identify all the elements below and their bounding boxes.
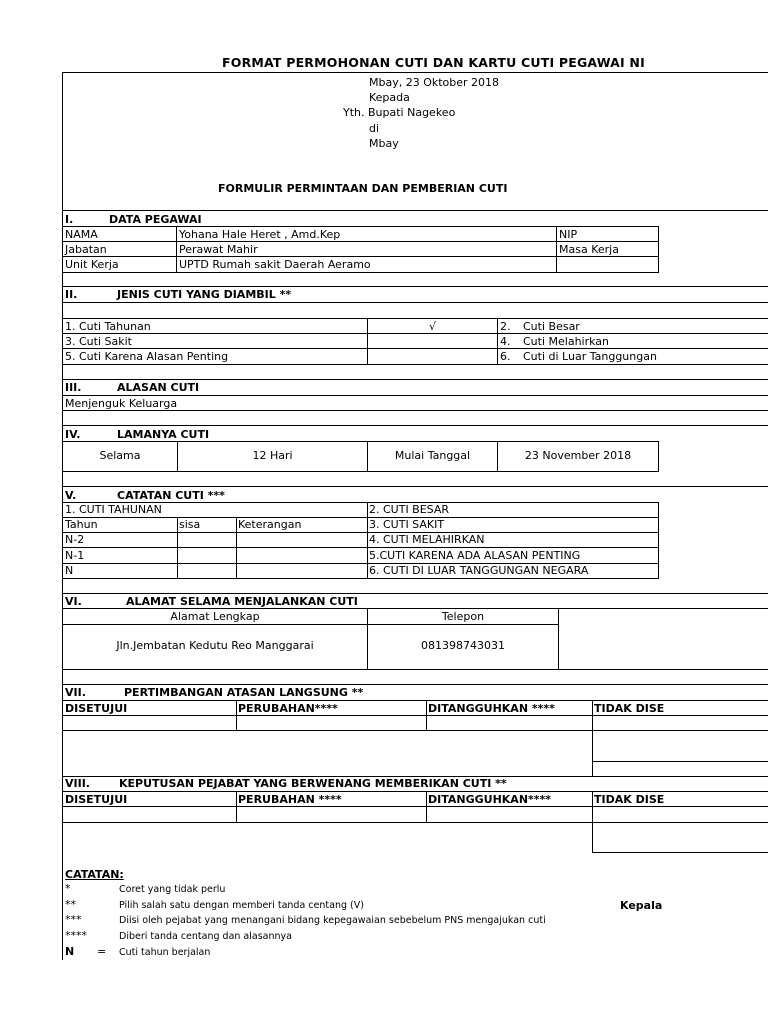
year-n2: N-2	[65, 533, 85, 546]
catatan-cuti-luar-tanggungan: 6. CUTI DI LUAR TANGGUNGAN NEGARA	[369, 564, 589, 577]
note-mark-1: *	[65, 882, 71, 895]
cuti-tahunan-header: 1. CUTI TAHUNAN	[65, 503, 162, 516]
alamat-header: Alamat Lengkap	[170, 610, 260, 623]
place-date: Mbay, 23 Oktober 2018	[369, 76, 500, 89]
sec7-title: PERTIMBANGAN ATASAN LANGSUNG **	[124, 686, 364, 699]
catatan-heading: CATATAN:	[65, 868, 124, 881]
sec2-line-3	[62, 348, 768, 349]
num-6: 6.	[500, 350, 511, 363]
cuti-sakit-option: 3. Cuti Sakit	[65, 335, 132, 348]
alasan-value: Menjenguk Keluarga	[65, 397, 178, 410]
sec8-line-3	[62, 822, 768, 823]
year-n: N	[65, 564, 74, 577]
catatan-cuti-alasan-penting: 5.CUTI KARENA ADA ALASAN PENTING	[369, 549, 581, 562]
nip-label: NIP	[559, 228, 578, 241]
sec4-title: LAMANYA CUTI	[117, 428, 210, 441]
sec3-num: III.	[65, 381, 82, 394]
sec8-vline-c	[592, 791, 593, 852]
sec1-vline-b	[556, 226, 557, 272]
note-text-2: Pilih salah satu dengan memberi tanda centang (V)	[119, 900, 364, 911]
sec5-title: CATATAN CUTI ***	[117, 489, 225, 502]
sec6-top-line	[62, 593, 768, 594]
sec4-num: IV.	[65, 428, 81, 441]
sec7-col-perubahan: PERUBAHAN****	[238, 702, 338, 715]
sec6-num: VI.	[65, 595, 82, 608]
cuti-alasan-penting-option: 5. Cuti Karena Alasan Penting	[65, 350, 229, 363]
col-sisa: sisa	[179, 518, 201, 531]
sec7-col-ditangguhkan: DITANGGUHKAN ****	[428, 702, 555, 715]
check-mark-icon: √	[428, 320, 436, 333]
sec5-vline-c	[367, 502, 368, 578]
sec1-line-4	[62, 272, 659, 273]
col-keterangan: Keterangan	[238, 518, 302, 531]
sec7-vline-b	[426, 700, 427, 730]
catatan-cuti-sakit: 3. CUTI SAKIT	[369, 518, 445, 531]
sec4-top-line	[62, 425, 768, 426]
sec2-vline-b	[497, 318, 498, 364]
col-tahun: Tahun	[65, 518, 98, 531]
unit-kerja-value: UPTD Rumah sakit Daerah Aeramo	[179, 258, 371, 271]
unit-kerja-label: Unit Kerja	[65, 258, 119, 271]
addressee: Yth. Bupati Nagekeo	[343, 106, 456, 119]
cuti-tahunan-option: 1. Cuti Tahunan	[65, 320, 151, 333]
sec2-line-0	[62, 302, 768, 303]
sec1-line-2	[62, 241, 659, 242]
duration-value: 12 Hari	[252, 449, 293, 462]
form-title: FORMULIR PERMINTAAN DAN PEMBERIAN CUTI	[218, 182, 508, 195]
start-date-value: 23 November 2018	[524, 449, 632, 462]
sec5-line-2	[62, 517, 659, 518]
note-mark-4: ****	[65, 929, 87, 942]
sec1-top-line	[62, 210, 768, 211]
address-value: Jln.Jembatan Kedutu Reo Manggarai	[116, 639, 314, 652]
sec2-num: II.	[65, 288, 78, 301]
sec7-line-2	[62, 715, 768, 716]
sec3-top-line	[62, 379, 768, 380]
sec6-title: ALAMAT SELAMA MENJALANKAN CUTI	[126, 595, 358, 608]
di-label: di	[369, 122, 380, 135]
sec8-title: KEPUTUSAN PEJABAT YANG BERWENANG MEMBERIKAN CUTI **	[119, 777, 507, 790]
page-title: FORMAT PERMOHONAN CUTI DAN KARTU CUTI PEGAWAI NI	[222, 55, 645, 70]
sec7-vline-a	[236, 700, 237, 730]
sec5-vline-d	[658, 502, 659, 578]
sec8-vline-b	[426, 791, 427, 822]
sec1-title: DATA PEGAWAI	[109, 213, 202, 226]
city: Mbay	[369, 137, 399, 150]
sec4-line-1	[62, 441, 659, 442]
sec6-line-1	[62, 608, 768, 609]
sec6-vline-b	[558, 608, 559, 669]
note-eq-5: =	[97, 945, 107, 958]
nama-label: NAMA	[65, 228, 98, 241]
sec2-title: JENIS CUTI YANG DIAMBIL **	[117, 288, 292, 301]
sec4-vline-d	[658, 441, 659, 471]
sec5-num: V.	[65, 489, 77, 502]
sec8-line-4	[592, 852, 768, 853]
sec6-line-2	[62, 624, 558, 625]
sec2-line-1	[62, 318, 768, 319]
sec6-line-3	[62, 669, 768, 670]
sec5-line-4	[62, 547, 659, 548]
sec2-line-2	[62, 333, 768, 334]
sec8-col-ditangguhkan: DITANGGUHKAN****	[428, 793, 552, 806]
sec1-vline-a	[176, 226, 177, 272]
sec8-vline-a	[236, 791, 237, 822]
catatan-cuti-besar: 2. CUTI BESAR	[369, 503, 450, 516]
cuti-besar-option: Cuti Besar	[523, 320, 580, 333]
sec8-col-disetujui: DISETUJUI	[65, 793, 128, 806]
sec8-line-2	[62, 806, 768, 807]
sec3-line-2	[62, 410, 768, 411]
selama-label: Selama	[99, 449, 141, 462]
sec7-col-disetujui: DISETUJUI	[65, 702, 128, 715]
jabatan-label: Jabatan	[65, 243, 107, 256]
sec7-line-1	[62, 700, 768, 701]
sec5-line-6	[62, 578, 659, 579]
note-text-1: Coret yang tidak perlu	[119, 884, 226, 895]
note-text-5: Cuti tahun berjalan	[119, 947, 211, 958]
sec8-col-perubahan: PERUBAHAN ****	[238, 793, 342, 806]
note-text-3: Diisi oleh pejabat yang menangani bidang kepegawaian sebebelum PNS mengajukan cuti	[119, 915, 546, 926]
sec8-col-tidak-disetujui: TIDAK DISE	[594, 793, 665, 806]
sec3-line-1	[62, 395, 768, 396]
note-mark-5: N	[65, 945, 75, 958]
num-2: 2.	[500, 320, 511, 333]
note-mark-3: ***	[65, 913, 82, 926]
num-4: 4.	[500, 335, 511, 348]
sec1-line-1	[62, 226, 659, 227]
year-n1: N-1	[65, 549, 85, 562]
telepon-header: Telepon	[441, 610, 485, 623]
sec7-line-4	[592, 761, 768, 762]
catatan-cuti-melahirkan: 4. CUTI MELAHIRKAN	[369, 533, 485, 546]
sec7-top-line	[62, 684, 768, 685]
sec7-num: VII.	[65, 686, 86, 699]
sec5-top-line	[62, 486, 768, 487]
phone-value: 081398743031	[421, 639, 505, 652]
cuti-melahirkan-option: Cuti Melahirkan	[523, 335, 610, 348]
mulai-tanggal-label: Mulai Tanggal	[394, 449, 471, 462]
sec4-line-2	[62, 471, 659, 472]
sec1-line-3	[62, 256, 659, 257]
cuti-luar-tanggungan-option: Cuti di Luar Tanggungan	[523, 350, 657, 363]
sec8-line-1	[62, 791, 768, 792]
sec8-num: VIII.	[65, 777, 90, 790]
kepada-label: Kepada	[369, 91, 410, 104]
sec5-vline-a	[177, 517, 178, 578]
sec7-col-tidak-disetujui: TIDAK DISE	[594, 702, 665, 715]
note-text-4: Diberi tanda centang dan alasannya	[119, 931, 292, 942]
kepala-label: Kepala	[620, 899, 663, 912]
sec1-vline-c	[658, 226, 659, 272]
sec7-vline-c	[592, 700, 593, 776]
sec3-title: ALASAN CUTI	[117, 381, 200, 394]
masa-kerja-label: Masa Kerja	[559, 243, 619, 256]
frame-top-line	[62, 72, 768, 73]
sec7-line-3	[62, 730, 768, 731]
note-mark-2: **	[65, 898, 76, 911]
sec2-top-line	[62, 286, 768, 287]
sec2-line-4	[62, 364, 768, 365]
sec1-num: I.	[65, 213, 74, 226]
nama-value: Yohana Hale Heret , Amd.Kep	[179, 228, 341, 241]
sec5-vline-b	[236, 517, 237, 578]
jabatan-value: Perawat Mahir	[179, 243, 258, 256]
sec5-line-3	[62, 532, 659, 533]
frame-left-line	[62, 72, 63, 960]
